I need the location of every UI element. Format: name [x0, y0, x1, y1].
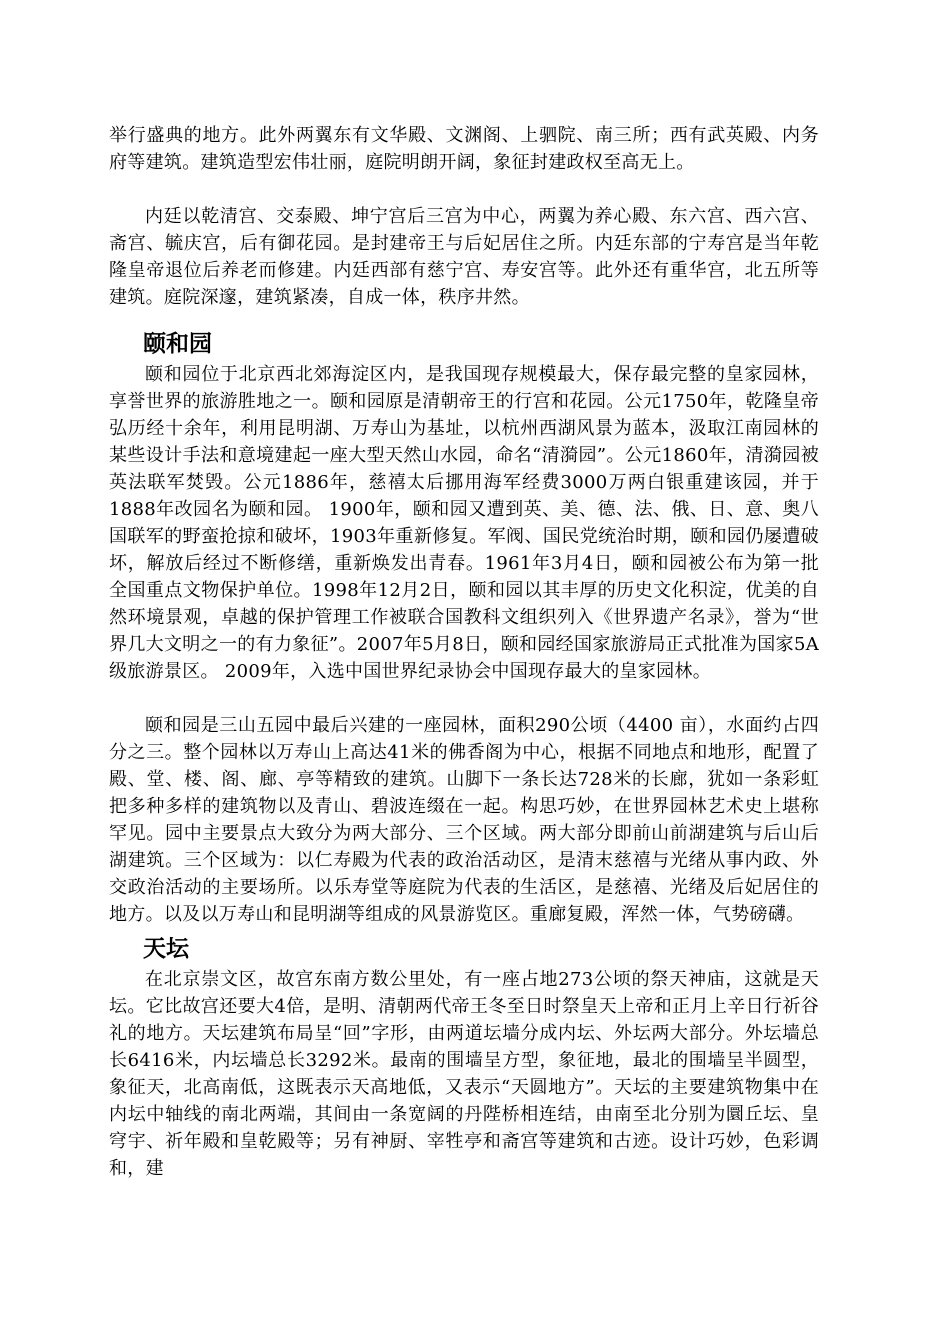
paragraph-yiheyuan-history: 颐和园位于北京西北郊海淀区内，是我国现存规模最大，保存最完整的皇家园林，享誉世界的旅游胜地之一。颐和园原是清朝帝王的行宫和花园。公元1750年，乾隆皇帝弘历经十余年，利用昆明湖、万寿山为基址，以杭州西湖风景为蓝本，汲取江南园林的某些设计手法和意境建起一座大型天然山水园，命名“清漪园”。公元1860年，清漪园被英法联军焚毁。公元1886年，慈禧太后挪用海军经费3000万两白银重建该园，并于1888年改园名为颐和园。 1900年，颐和园又遭到英、美、德、法、俄、日、意、奥八国联军的野蛮抢掠和破坏，1903年重新修复。军阀、国民党统治时期，颐和园仍屡遭破坏，解放后经过不断修缮，重新焕发出青春。1961年3月4日，颐和园被公布为第一批全国重点文物保护单位。1998年12月2日，颐和园以其丰厚的历史文化积淀，优美的自然环境景观，卓越的保护管理工作被联合国教科文组织列入《世界遗产名录》，誉为“世界几大文明之一的有力象征”。2007年5月8日，颐和园经国家旅游局正式批准为国家5A级旅游景区。 2009年，入选中国世界纪录协会中国现存最大的皇家园林。 [109, 364, 819, 682]
section-heading-yiheyuan: 颐和园 [143, 331, 212, 357]
section-heading-tiantan: 天坛 [143, 936, 189, 962]
paragraph-tiantan: 在北京崇文区，故宫东南方数公里处，有一座占地273公顷的祭天神庙，这就是天坛。它比故宫还要大4倍，是明、清朝两代帝王冬至日时祭皇天上帝和正月上辛日行祈谷礼的地方。天坛建筑布局呈“回”字形，由两道坛墙分成内坛、外坛两大部分。外坛墙总长6416米，内坛墙总长3292米。最南的围墙呈方型，象征地，最北的围墙呈半圆型，象征天，北高南低，这既表示天高地低，又表示“天圆地方”。天坛的主要建筑物集中在内坛中轴线的南北两端，其间由一条宽阔的丹陛桥相连结，由南至北分别为圜丘坛、皇穹宇、祈年殿和皇乾殿等；另有神厨、宰牲亭和斋宫等建筑和古迹。设计巧妙，色彩调和，建 [109, 969, 819, 1179]
paragraph-forbidden-city-outer-court: 举行盛典的地方。此外两翼东有文华殿、文渊阁、上驷院、南三所；西有武英殿、内务府等建筑。建筑造型宏伟壮丽，庭院明朗开阔，象征封建政权至高无上。 [109, 125, 819, 173]
document-page [109, 122, 819, 1182]
paragraph-yiheyuan-layout: 颐和园是三山五园中最后兴建的一座园林，面积290公顷（4400 亩），水面约占四分之三。整个园林以万寿山上高达41米的佛香阁为中心，根据不同地点和地形，配置了殿、堂、楼、阁、廊、亭等精致的建筑。山脚下一条长达728米的长廊，犹如一条彩虹把多种多样的建筑物以及青山、碧波连缀在一起。构思巧妙，在世界园林艺术史上堪称罕见。园中主要景点大致分为两大部分、三个区域。两大部分即前山前湖建筑与后山后湖建筑。三个区域为：以仁寿殿为代表的政治活动区，是清末慈禧与光绪从事内政、外交政治活动的主要场所。以乐寿堂等庭院为代表的生活区，是慈禧、光绪及后妃居住的地方。以及以万寿山和昆明湖等组成的风景游览区。重廊复殿，浑然一体，气势磅礴。 [109, 715, 819, 925]
paragraph-forbidden-city-inner-court: 内廷以乾清宫、交泰殿、坤宁宫后三宫为中心，两翼为养心殿、东六宫、西六宫、斋宫、毓庆宫，后有御花园。是封建帝王与后妃居住之所。内廷东部的宁寿宫是当年乾隆皇帝退位后养老而修建。内廷西部有慈宁宫、寿安宫等。此外还有重华宫，北五所等建筑。庭院深邃，建筑紧凑，自成一体，秩序井然。 [109, 206, 819, 308]
